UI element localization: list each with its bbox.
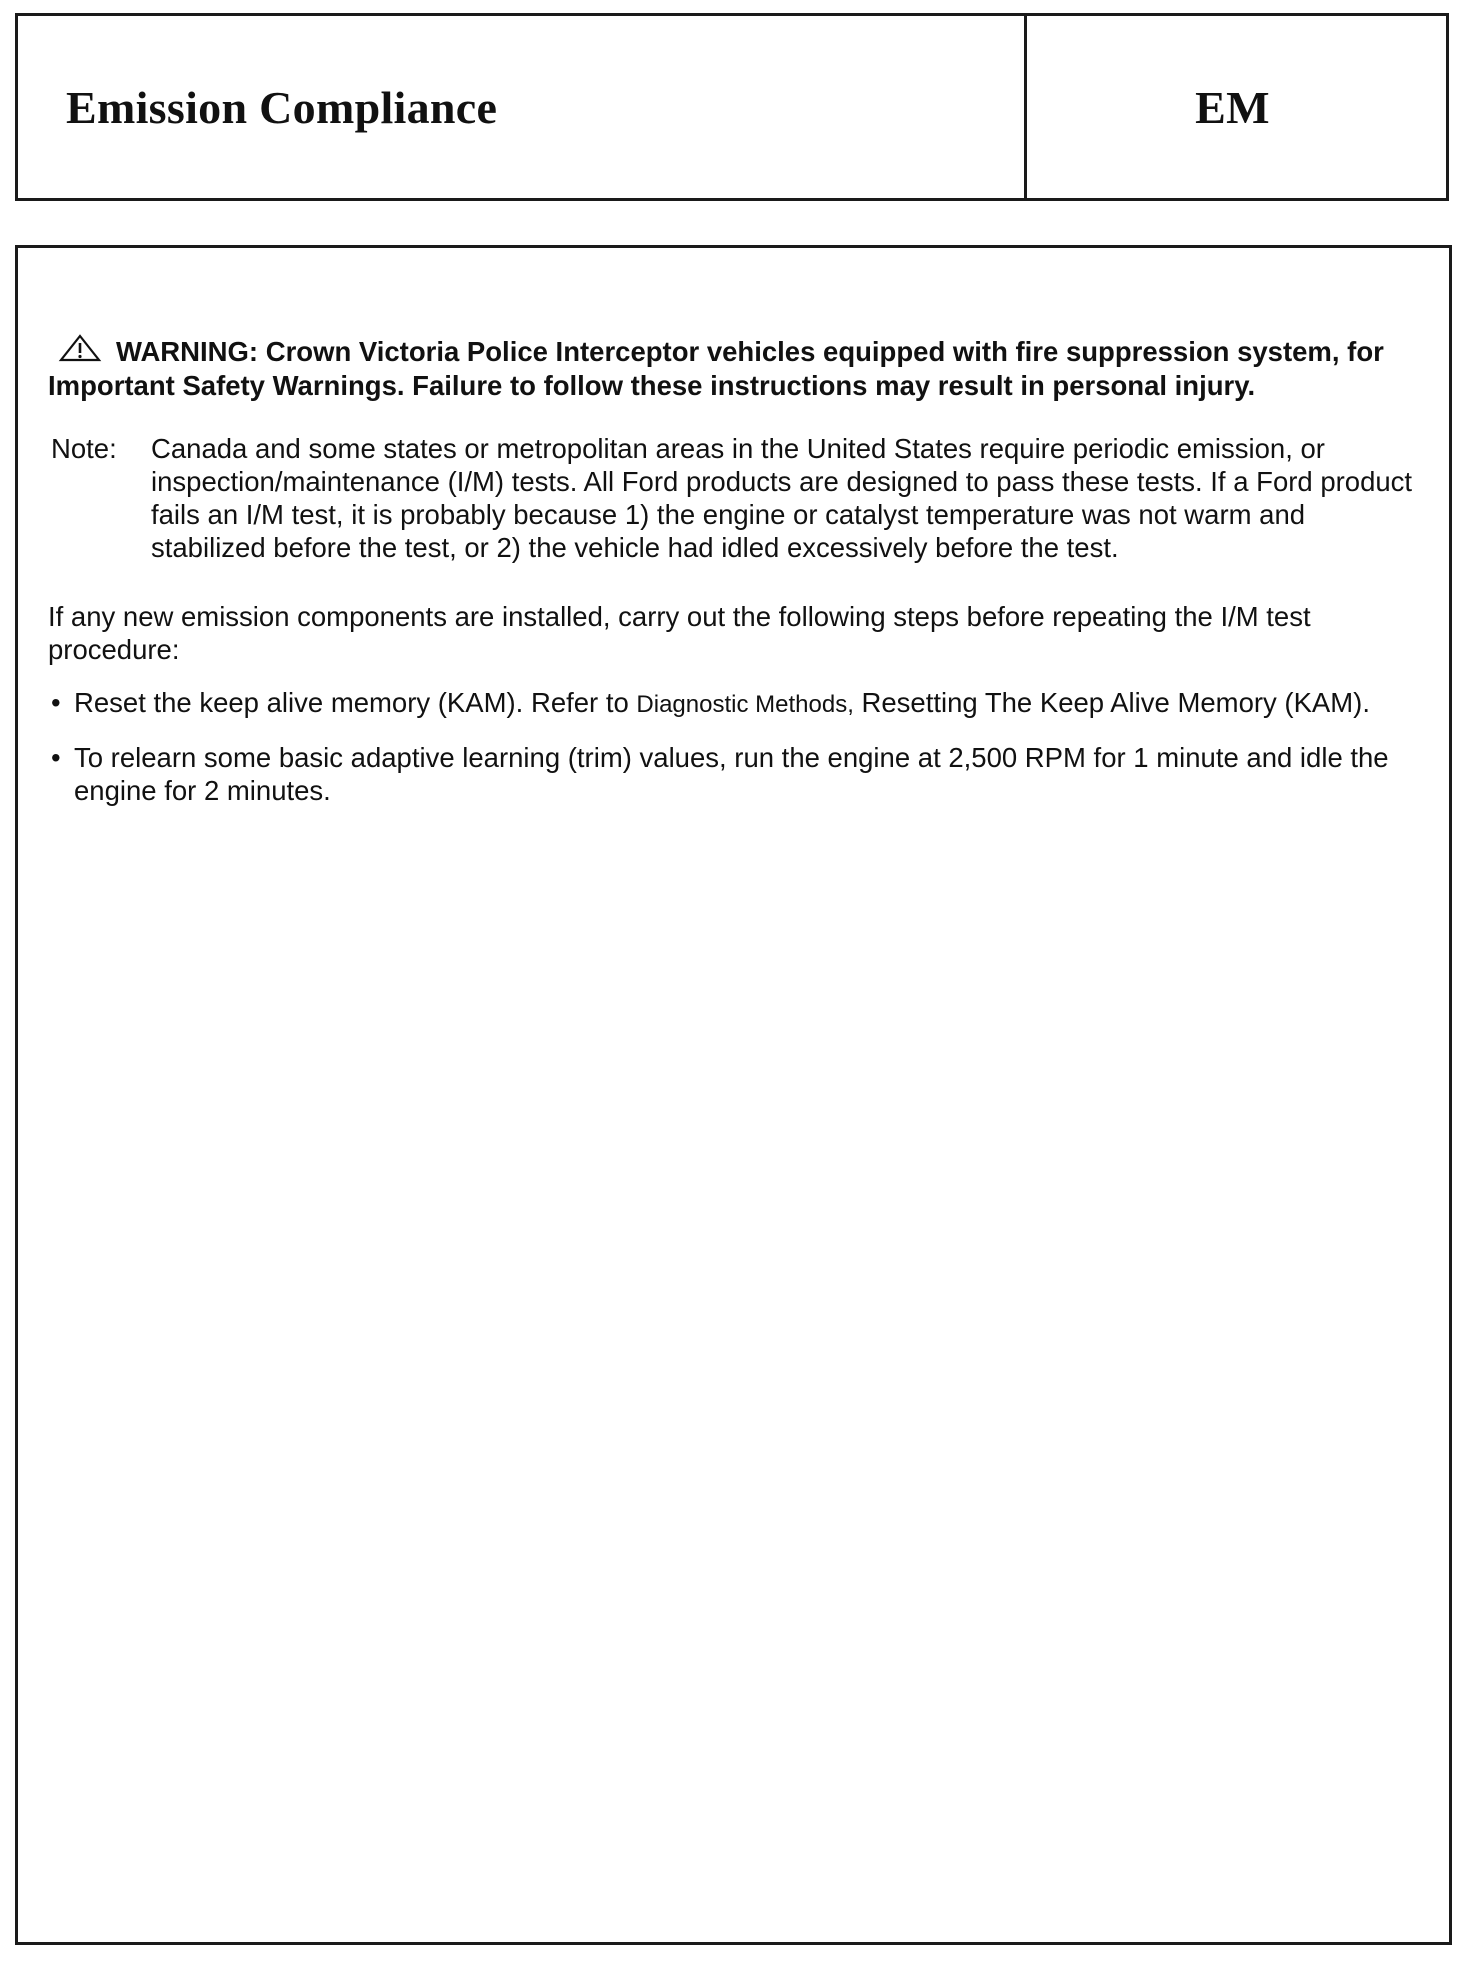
content-panel	[15, 245, 1452, 1945]
note-text: Canada and some states or metropolitan areas in the United States require periodic emission, or inspection/maintenance (I/M) tests. All Ford products are designed to pass these tests. If a Ford product fails an I/M test, it is probably because 1) the engine or catalyst temperature was not warm and stabilized before the test, or 2) the vehicle had idled excessively before the test.	[151, 433, 1413, 563]
step-text: To relearn some basic adaptive learning (trim) values, run the engine at 2,500 RPM for 1 minute and idle the engine for 2 minutes.	[74, 742, 1389, 806]
header-title-cell	[18, 16, 1027, 198]
warning-triangle-icon	[58, 333, 102, 370]
section-header	[15, 13, 1449, 201]
list-item	[48, 686, 1414, 721]
section-code: EM	[1195, 81, 1270, 133]
page-title: Emission Compliance	[66, 81, 498, 133]
step-text-before: Reset the keep alive memory (KAM). Refer to	[74, 687, 637, 718]
cross-reference-link[interactable]: Diagnostic Methods,	[636, 691, 854, 718]
warning-block	[48, 333, 1414, 402]
intro-paragraph: If any new emission components are installed, carry out the following steps before repeating the I/M test procedure:	[48, 601, 1311, 665]
warning-text: WARNING: Crown Victoria Police Interceptor vehicles equipped with fire suppression system, for Important Safety Warnings. Failure to follow these instructions may result in personal injury.	[48, 336, 1384, 401]
bullet-icon: •	[51, 742, 61, 773]
header-code-cell	[1027, 16, 1446, 198]
list-item	[48, 741, 1414, 807]
step-text-after: Resetting The Keep Alive Memory (KAM).	[853, 687, 1370, 718]
bullet-icon: •	[51, 687, 61, 718]
note-label: Note:	[51, 433, 117, 464]
note-block	[48, 432, 1414, 564]
steps-list	[48, 686, 1414, 807]
